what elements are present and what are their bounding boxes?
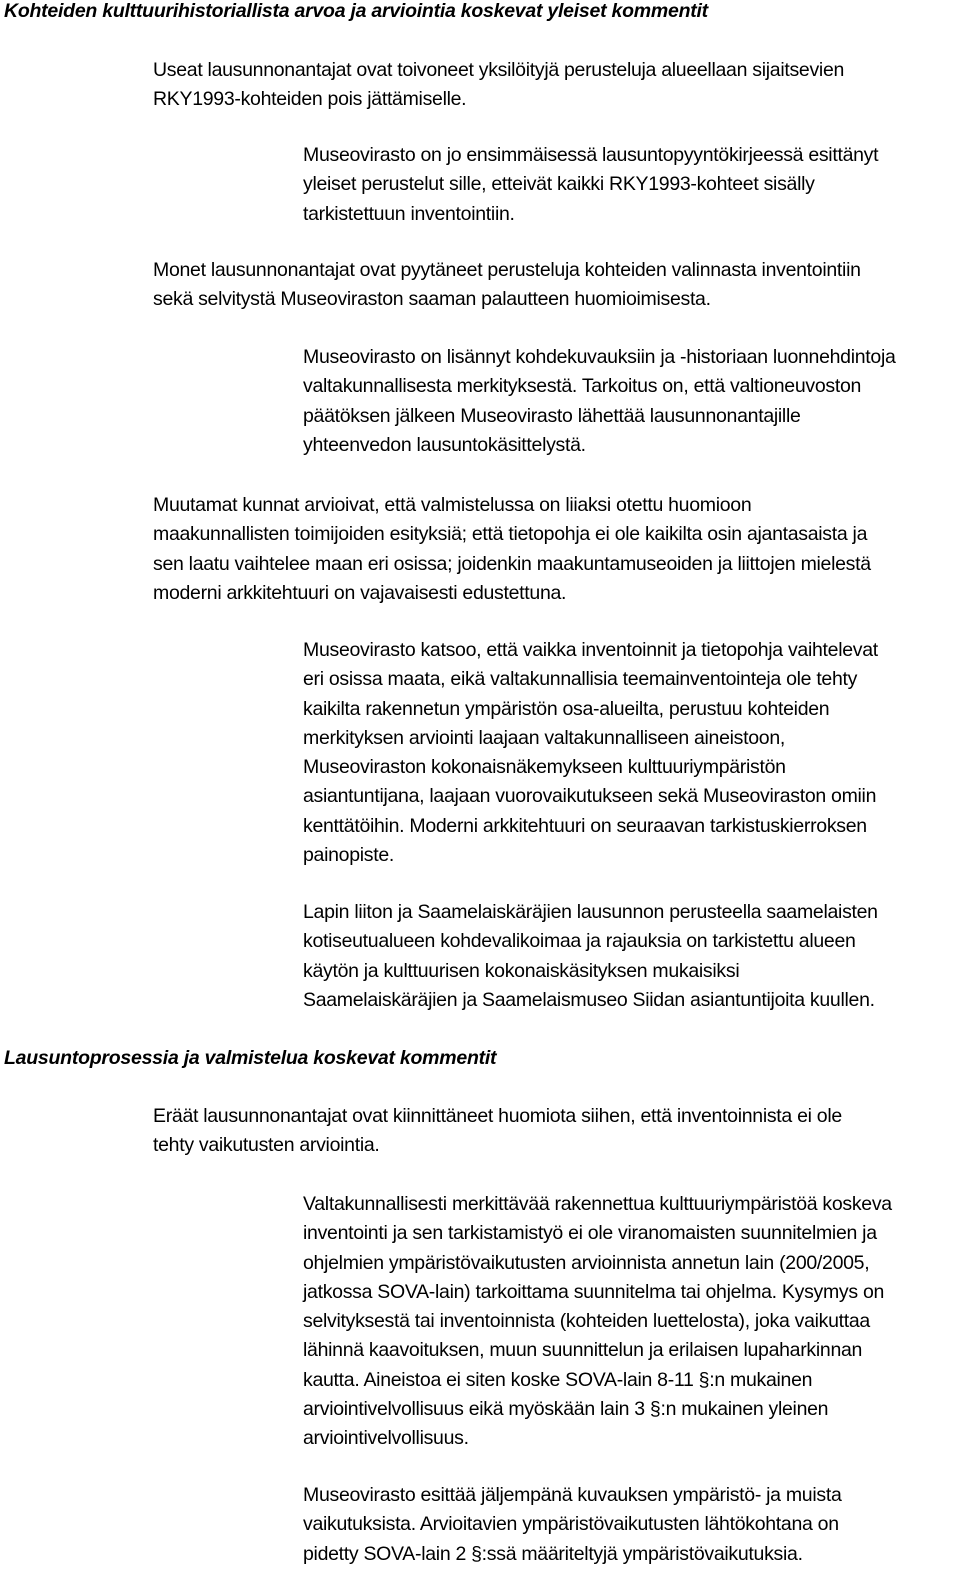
section-heading-consultation-process: Lausuntoprosessia ja valmistelua koskevat kommentit [4,1047,497,1069]
response-paragraph: Museovirasto esittää jäljempänä kuvauksen ympäristö- ja muista vaikutuksista. Arvioitavien ympäristövaikutusten lähtökohtana on pidetty SOVA-lain 2 §:ssä määriteltyjä ympäristövaikutuksia. [303,1484,842,1565]
comment-paragraph: Monet lausunnonantajat ovat pyytäneet perusteluja kohteiden valinnasta inventointiin sekä selvitystä Museoviraston saaman palautteen huomioimisesta. [153,259,861,311]
comment-paragraph: Muutamat kunnat arvioivat, että valmistelussa on liiaksi otettu huomioon maakunnallisten toimijoiden esityksiä; että tietopohja ei ole kaikilta osin ajantasaista ja sen laatu vaihtelee maan eri osissa; joidenkin maakuntamuseoiden ja liittojen mielestä moderni arkkitehtuuri on vajavaisesti edustettuna. [153,494,871,604]
response-paragraph: Museovirasto katsoo, että vaikka inventoinnit ja tietopohja vaihtelevat eri osissa maata, eikä valtakunnallisia teemainventointeja ole tehty kaikilta rakennetun ympäristön osa-alueilta, perustuu kohteiden merkityksen arviointi laajaan valtakunnalliseen aineistoon, Museoviraston kokonaisnäkemykseen kulttuuriympäristön asiantuntijana, laajaan vuorovaikutukseen sekä Museoviraston omiin kenttätöihin. Moderni arkkitehtuuri on seuraavan tarkistuskierroksen painopiste. [303,639,878,867]
response-paragraph: Lapin liiton ja Saamelaiskäräjien lausunnon perusteella saamelaisten kotiseutualueen kohdevalikoimaa ja rajauksia on tarkistettu alueen käytön ja kulttuurisen kokonaiskäsityksen mukaisiksi Saamelaiskäräjien ja Saamelaismuseo Siidan asiantuntijoita kuullen. [303,901,878,1011]
comment-paragraph: Eräät lausunnonantajat ovat kiinnittäneet huomiota siihen, että inventoinnista ei ole tehty vaikutusten arviointia. [153,1105,842,1157]
response-paragraph: Valtakunnallisesti merkittävää rakennettua kulttuuriympäristöä koskeva inventointi ja sen tarkistamistyö ei ole viranomaisten suunnitelmien ja ohjelmien ympäristövaikutusten arvioinnista annetun lain (200/2005, jatkossa SOVA-lain) tarkoittama suunnitelma tai ohjelma. Kysymys on selvityksestä tai inventoinnista (kohteiden luettelosta), joka vaikuttaa lähinnä kaavoituksen, muun suunnittelun ja erilaisen lupaharkinnan kautta. Aineistoa ei siten koske SOVA-lain 8-11 §:n mukainen arviointivelvollisuus eikä myöskään lain 3 §:n mukainen yleinen arviointivelvollisuus. [303,1193,892,1450]
section-heading-cultural-value: Kohteiden kulttuurihistoriallista arvoa ja arviointia koskevat yleiset kommentit [4,0,708,22]
response-paragraph: Museovirasto on jo ensimmäisessä lausuntopyyntökirjeessä esittänyt yleiset perustelut sille, etteivät kaikki RKY1993-kohteet sisälly tarkistettuun inventointiin. [303,144,879,225]
response-paragraph: Museovirasto on lisännyt kohdekuvauksiin ja -historiaan luonnehdintoja valtakunnallisesta merkityksestä. Tarkoitus on, että valtioneuvoston päätöksen jälkeen Museovirasto lähettää lausunnonantajille yhteenvedon lausuntokäsittelystä. [303,346,896,456]
comment-paragraph: Useat lausunnonantajat ovat toivoneet yksilöityjä perusteluja alueellaan sijaitsevien RKY1993-kohteiden pois jättämiselle. [153,59,845,111]
